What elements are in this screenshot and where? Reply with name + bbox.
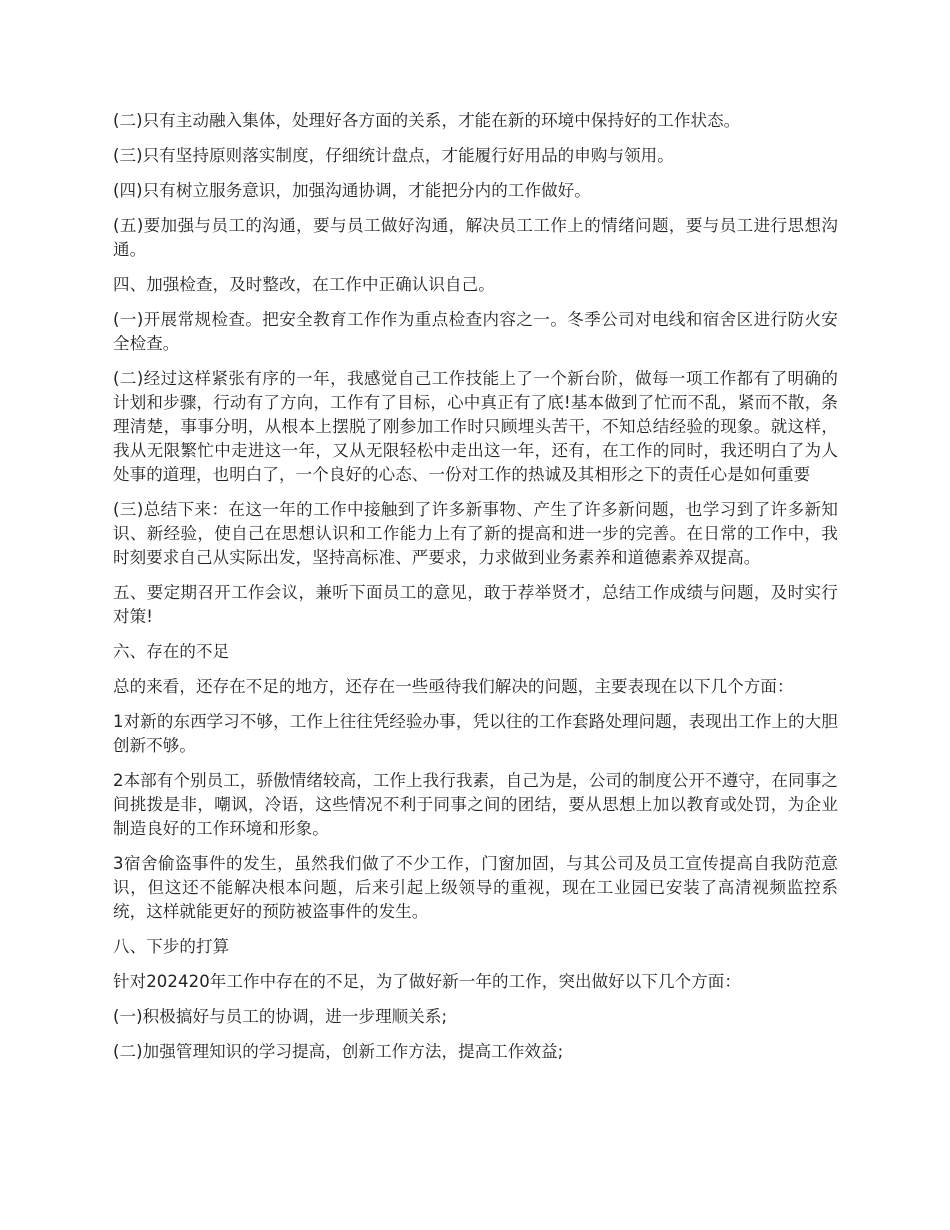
paragraph: (一)开展常规检查。把安全教育工作作为重点检查内容之一。冬季公司对电线和宿舍区进行防火安全检查。 [113, 310, 838, 353]
paragraph: (二)只有主动融入集体，处理好各方面的关系，才能在新的环境中保持好的工作状态。 [113, 111, 741, 130]
list-item: 1对新的东西学习不够，工作上往往凭经验办事，凭以往的工作套路处理问题，表现出工作上的大胆创新不够。 [113, 712, 838, 755]
section-heading: 四、加强检查，及时整改，在工作中正确认识自己。 [113, 275, 495, 294]
paragraph: 针对202420年工作中存在的不足，为了做好新一年的工作，突出做好以下几个方面： [113, 972, 741, 991]
paragraph: (三)只有坚持原则落实制度，仔细统计盘点，才能履行好用品的申购与领用。 [113, 146, 674, 165]
paragraph: (二)经过这样紧张有序的一年，我感觉自己工作技能上了一个新台阶，做每一项工作都有了明确的计划和步骤，行动有了方向，工作有了目标，心中真正有了底!基本做到了忙而不乱，紧而不散，条理清楚，事事分明，从根本上摆脱了刚参加工作时只顾埋头苦干，不知总结经验的现象。就这样，我从无限繁忙中走进这一年，又从无限轻松中走出这一年，还有，在工作的同时，我还明白了为人处事的道理，也明白了，一个良好的心态、一份对工作的热诚及其相形之下的责任心是如何重要 [113, 369, 838, 484]
section-heading: 八、下步的打算 [113, 937, 230, 956]
section-heading: 五、要定期召开工作会议，兼听下面员工的意见，敢于荐举贤才，总结工作成绩与问题，及时实行对策! [113, 583, 838, 626]
section-heading: 六、存在的不足 [113, 642, 230, 661]
paragraph: 总的来看，还存在不足的地方，还存在一些亟待我们解决的问题，主要表现在以下几个方面： [113, 677, 794, 696]
list-item: 2本部有个别员工，骄傲情绪较高，工作上我行我素，自己为是，公司的制度公开不遵守，在同事之间挑拨是非，嘲讽，冷语，这些情况不利于同事之间的团结，要从思想上加以教育或处罚，为企业制造良好的工作环境和形象。 [113, 771, 838, 838]
list-item: (一)积极搞好与员工的协调，进一步理顺关系; [113, 1007, 448, 1026]
paragraph: (三)总结下来：在这一年的工作中接触到了许多新事物、产生了许多新问题，也学习到了许多新知识、新经验，使自己在思想认识和工作能力上有了新的提高和进一步的完善。在日常的工作中，我时刻要求自己从实际出发，坚持高标准、严要求，力求做到业务素养和道德素养双提高。 [113, 500, 838, 567]
paragraph: (五)要加强与员工的沟通，要与员工做好沟通，解决员工工作上的情绪问题，要与员工进行思想沟通。 [113, 216, 838, 259]
list-item: (二)加强管理知识的学习提高，创新工作方法，提高工作效益; [113, 1042, 564, 1061]
paragraph: (四)只有树立服务意识，加强沟通协调，才能把分内的工作做好。 [113, 181, 591, 200]
list-item: 3宿舍偷盗事件的发生，虽然我们做了不少工作，门窗加固，与其公司及员工宣传提高自我防范意识，但这还不能解决根本问题，后来引起上级领导的重视，现在工业园已安装了高清视频监控系统，这样就能更好的预防被盗事件的发生。 [113, 854, 838, 921]
